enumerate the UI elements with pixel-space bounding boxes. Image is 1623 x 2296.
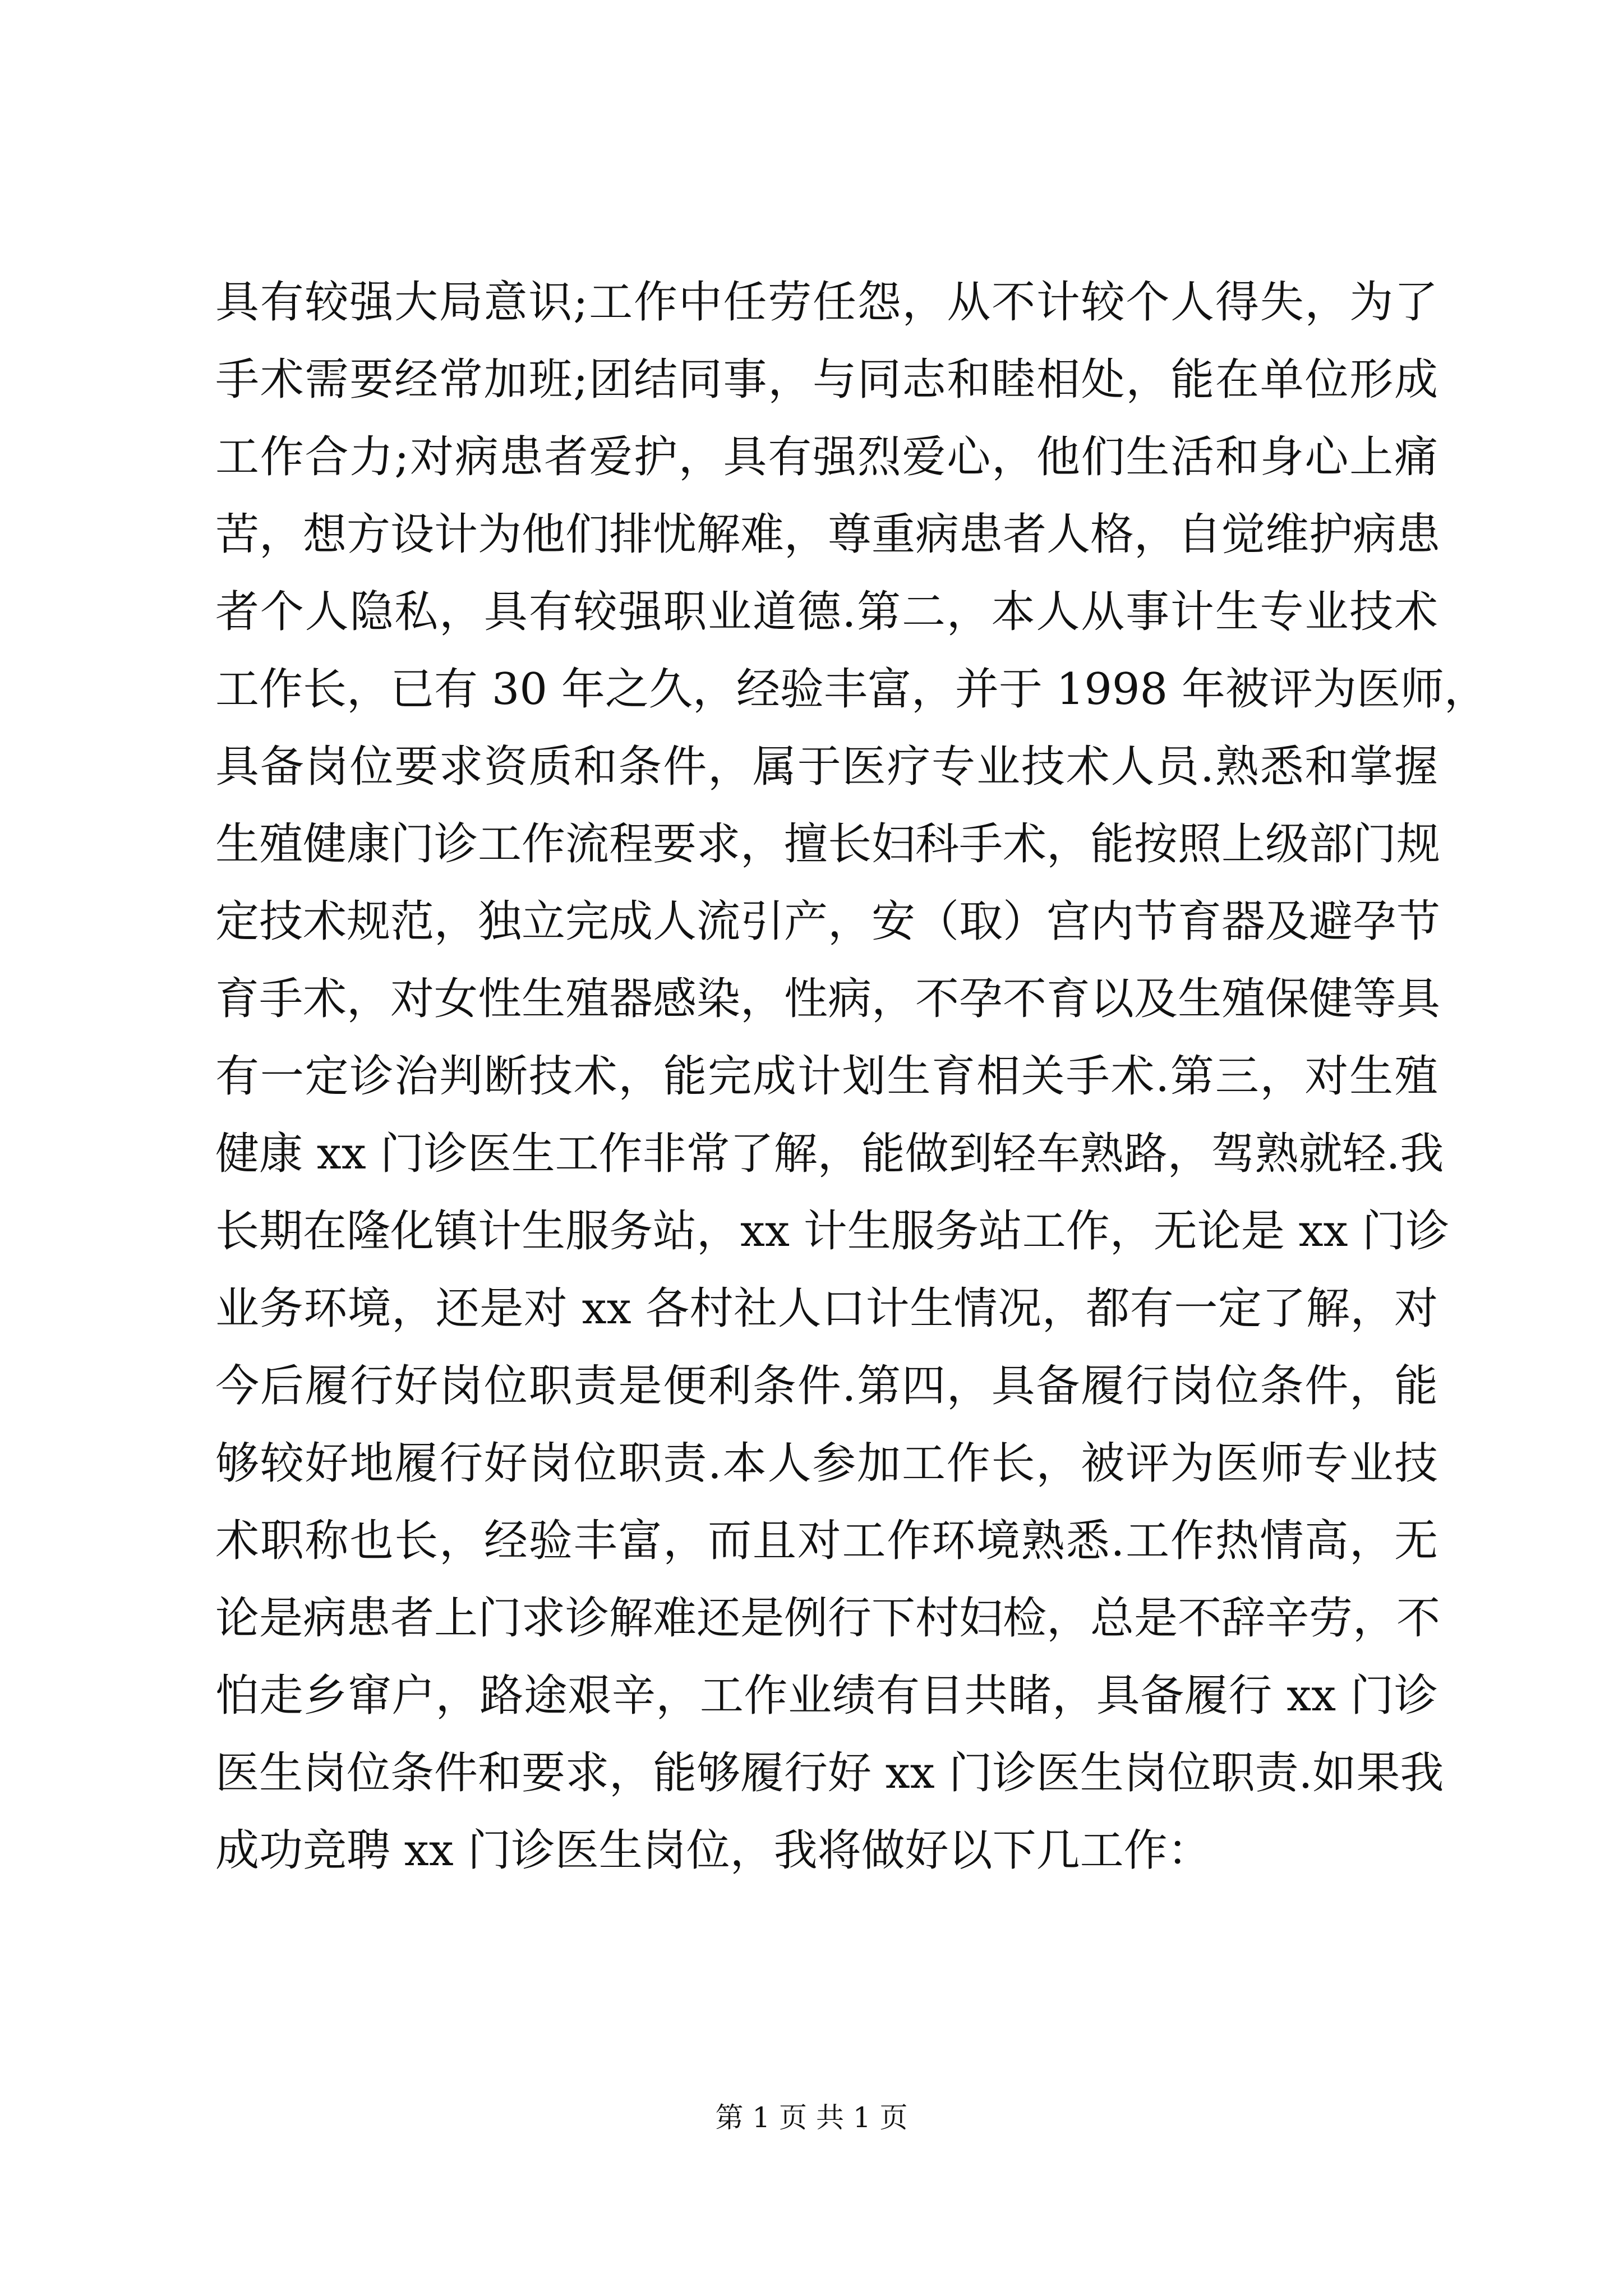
page-footer [0,2098,1623,2137]
text-line: 怕走乡窜户，路途艰辛，工作业绩有目共睹，具备履行 xx 门诊 [215,1671,1438,1721]
text-line: 者个人隐私，具有较强职业道德.第二，本人从事计生专业技术 [215,587,1438,637]
text-line: 今后履行好岗位职责是便利条件.第四，具备履行岗位条件，能 [215,1361,1438,1411]
text-line: 健康 xx 门诊医生工作非常了解，能做到轻车熟路，驾熟就轻.我 [215,1129,1444,1179]
text-line: 苦，想方设计为他们排忧解难，尊重病患者人格，自觉维护病患 [215,509,1441,560]
text-line: 长期在隆化镇计生服务站，xx 计生服务站工作，无论是 xx 门诊 [215,1206,1450,1257]
text-line: 业务环境，还是对 xx 各村社人口计生情况，都有一定了解，对 [215,1283,1438,1334]
text-line: 论是病患者上门求诊解难还是例行下村妇检，总是不辞辛劳，不 [215,1593,1441,1644]
text-line: 手术需要经常加班;团结同事，与同志和睦相处，能在单位形成 [215,355,1438,405]
text-line: 成功竞聘 xx 门诊医生岗位，我将做好以下几工作： [215,1825,1211,1876]
text-line: 生殖健康门诊工作流程要求，擅长妇科手术，能按照上级部门规 [215,819,1441,869]
text-line: 工作长，已有 30 年之久，经验丰富，并于 1998 年被评为医师， [215,664,1488,715]
text-line: 具有较强大局意识;工作中任劳任怨，从不计较个人得失，为了 [215,277,1438,328]
text-line: 定技术规范，独立完成人流引产，安（取）宫内节育器及避孕节 [215,896,1441,947]
text-line: 医生岗位条件和要求，能够履行好 xx 门诊医生岗位职责.如果我 [215,1748,1444,1798]
text-line: 育手术，对女性生殖器感染，性病，不孕不育以及生殖保健等具 [215,974,1441,1024]
text-line: 工作合力;对病患者爱护，具有强烈爱心，他们生活和身心上痛 [215,432,1438,482]
text-line: 具备岗位要求资质和条件，属于医疗专业技术人员.熟悉和掌握 [215,742,1438,792]
text-line: 够较好地履行好岗位职责.本人参加工作长，被评为医师专业技 [215,1438,1438,1489]
text-line: 有一定诊治判断技术，能完成计划生育相关手术.第三，对生殖 [215,1051,1438,1102]
text-line: 术职称也长，经验丰富，而且对工作环境熟悉.工作热情高，无 [215,1516,1438,1566]
page-number-label: 第 1 页 共 1 页 [715,2101,908,2134]
body-text [215,264,1488,1889]
